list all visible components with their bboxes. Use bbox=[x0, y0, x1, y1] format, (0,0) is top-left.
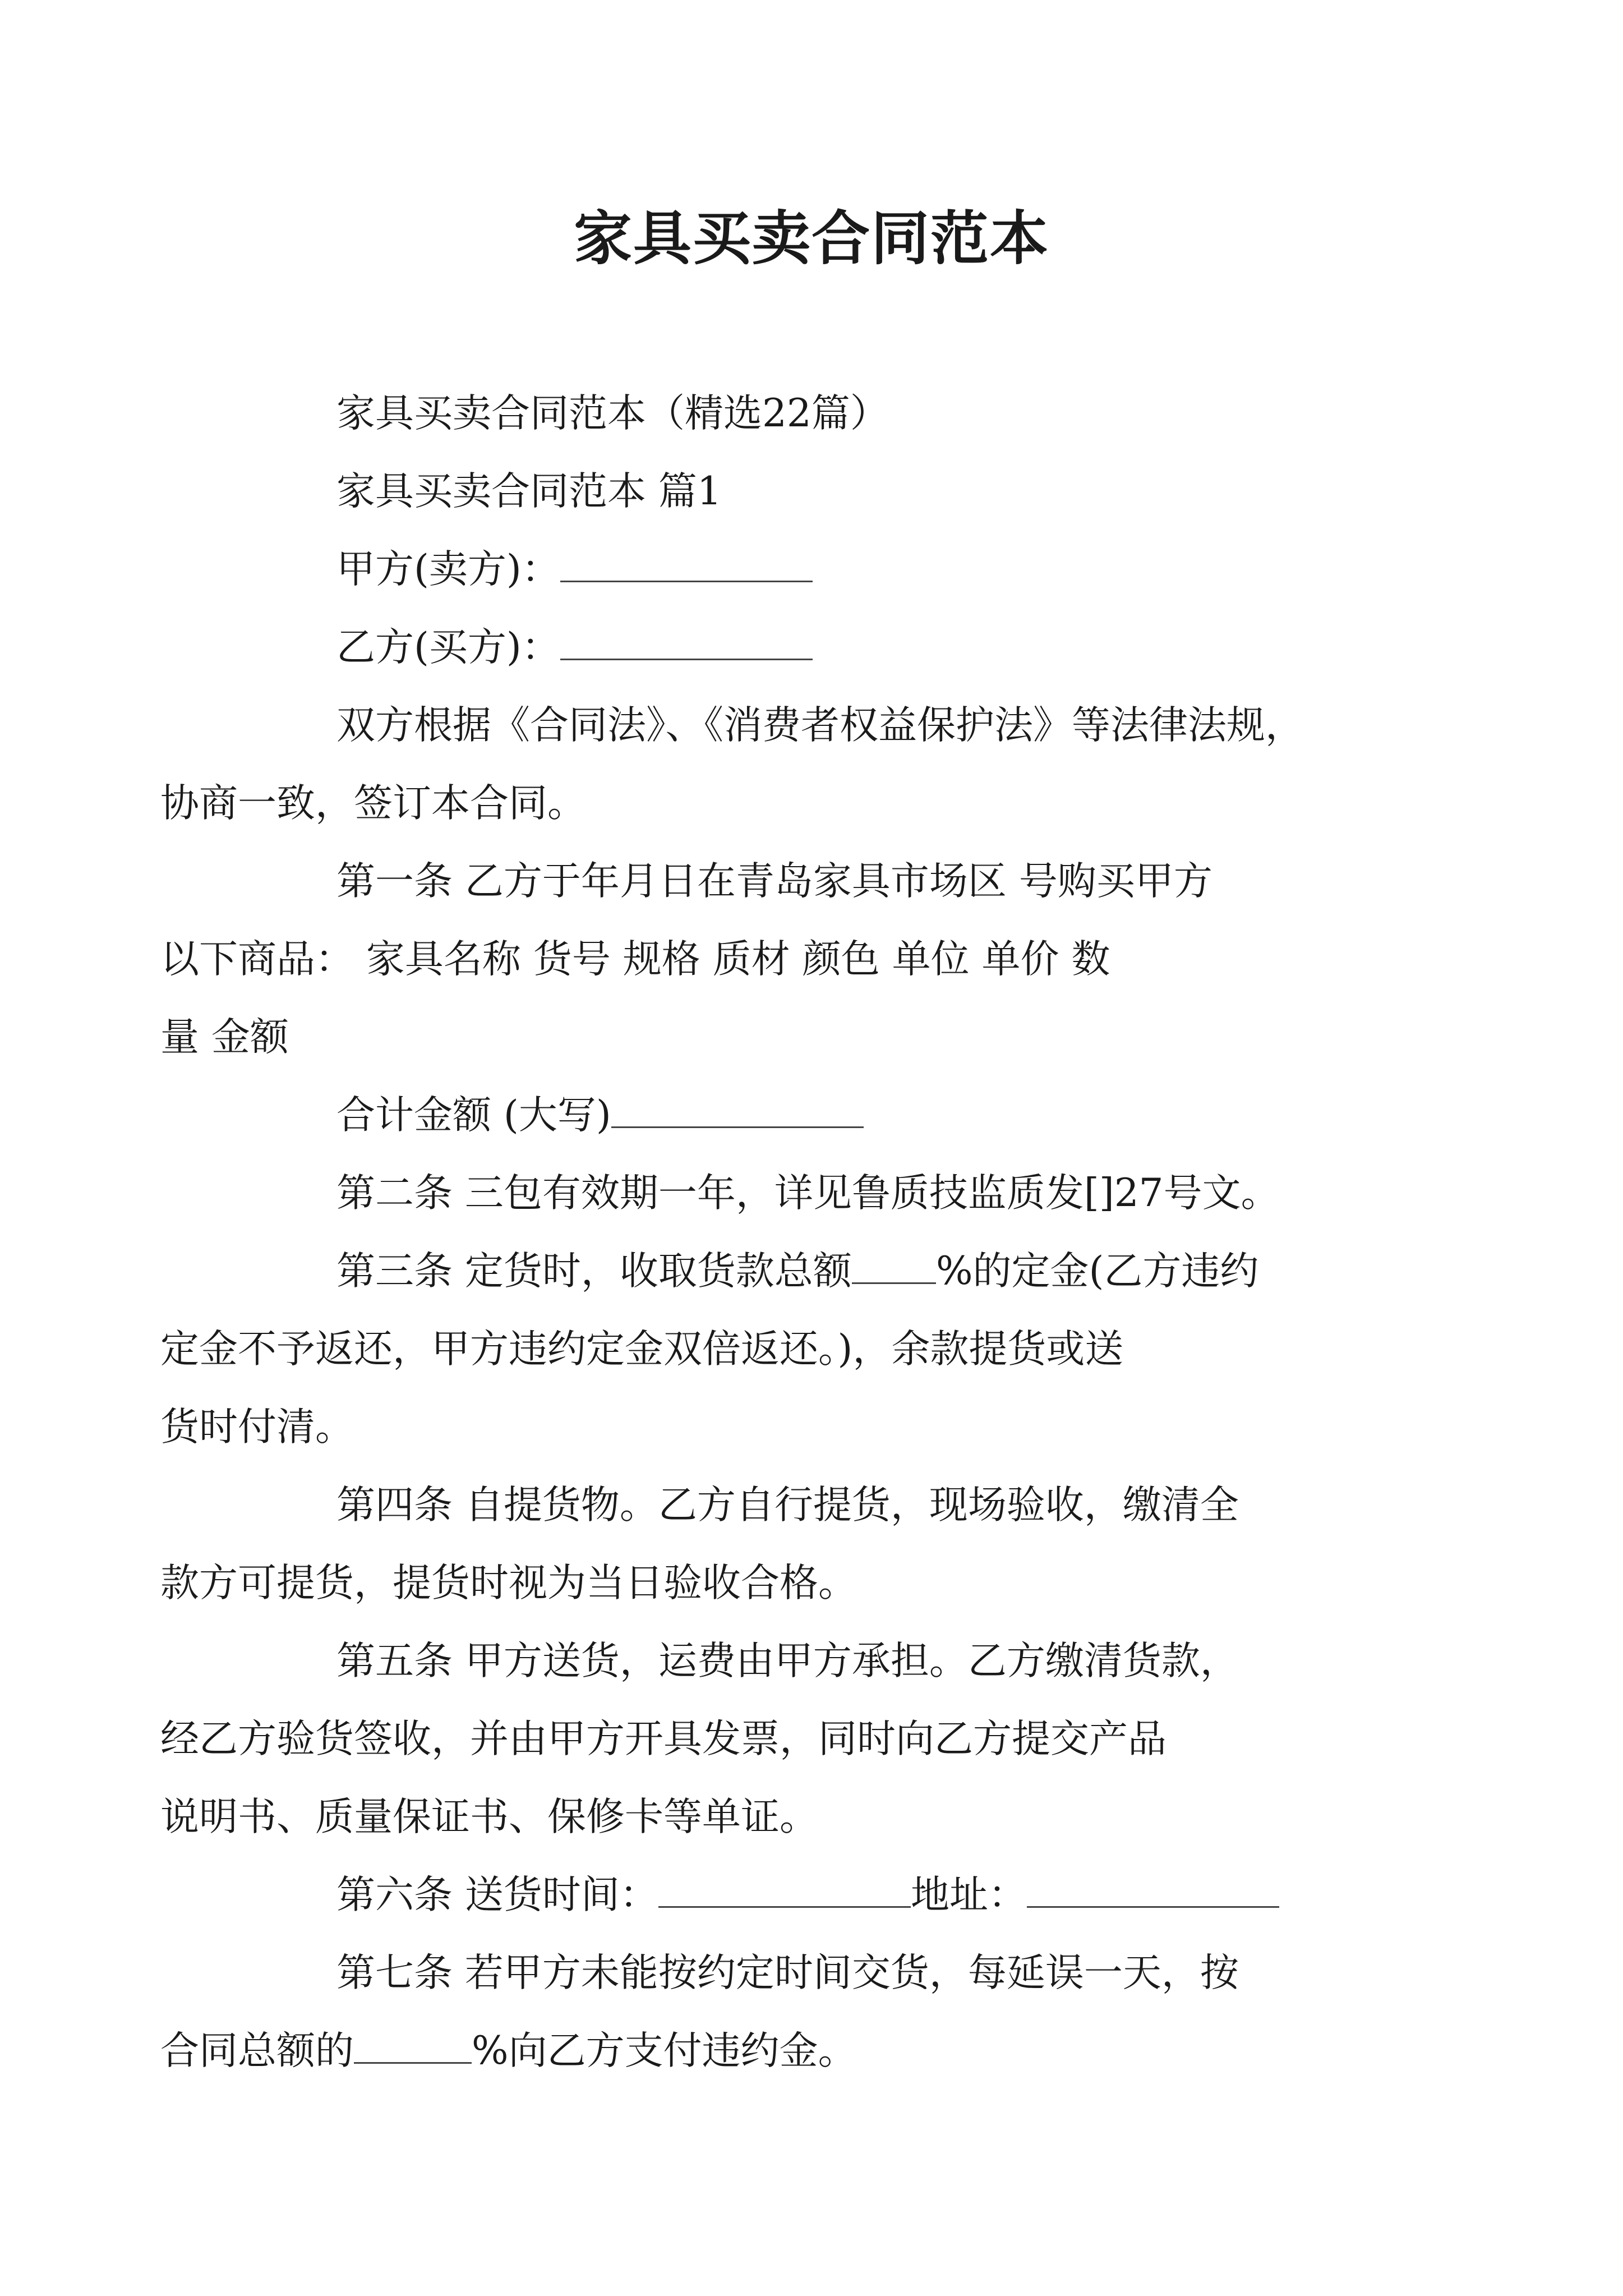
article-6-address-label: 地址： bbox=[910, 1872, 1027, 1917]
subtitle bbox=[248, 375, 1393, 453]
article-2-text: 第二条 三包有效期一年，详见鲁质技监质发[]27号文。 bbox=[336, 1171, 1280, 1216]
article-5 bbox=[160, 1622, 1393, 1856]
address-blank bbox=[1027, 1871, 1279, 1908]
total-amount-line bbox=[248, 1076, 1393, 1154]
article-6-time-label: 第六条 送货时间： bbox=[336, 1872, 658, 1917]
article-5-line-2: 经乙方验货签收，并由甲方开具发票，同时向乙方提交产品 bbox=[160, 1717, 1166, 1761]
article-3-line-2: 定金不予返还，甲方违约定金双倍返还。)，余款提货或送 bbox=[160, 1327, 1124, 1372]
article-6 bbox=[248, 1856, 1393, 1934]
article-3-line-1a: 第三条 定货时，收取货款总额 bbox=[336, 1249, 852, 1294]
article-7 bbox=[160, 1934, 1393, 2090]
article-4-line-2: 款方可提货，提货时视为当日验收合格。 bbox=[160, 1561, 857, 1605]
article-5-line-3: 说明书、质量保证书、保修卡等单证。 bbox=[160, 1795, 818, 1839]
party-b-line bbox=[248, 609, 1393, 687]
article-7-line-2a: 合同总额的 bbox=[160, 2028, 354, 2073]
article-3-line-1b: %的定金(乙方违约 bbox=[935, 1249, 1259, 1294]
total-label: 合计金额 (大写) bbox=[336, 1093, 611, 1138]
article-1-line-1: 第一条 乙方于年月日在青岛家具市场区 号购买甲方 bbox=[336, 859, 1212, 904]
article-7-line-1: 第七条 若甲方未能按约定时间交货，每延误一天，按 bbox=[336, 1950, 1239, 1995]
document-body bbox=[160, 375, 1393, 2090]
article-1 bbox=[160, 843, 1393, 1076]
party-b-blank bbox=[560, 624, 813, 660]
party-a-line bbox=[248, 531, 1393, 609]
article-2 bbox=[248, 1154, 1393, 1232]
article-4-line-1: 第四条 自提货物。乙方自行提货，现场验收，缴清全 bbox=[336, 1483, 1239, 1527]
total-blank bbox=[611, 1092, 864, 1128]
party-a-blank bbox=[560, 546, 813, 582]
party-b-label: 乙方(买方)： bbox=[336, 625, 560, 670]
article-3 bbox=[160, 1232, 1393, 1466]
article-1-line-3: 量 金额 bbox=[160, 1015, 289, 1060]
penalty-percent-blank bbox=[354, 2027, 472, 2064]
article-7-line-2b: %向乙方支付违约金。 bbox=[472, 2028, 857, 2073]
section-heading-text: 家具买卖合同范本 篇1 bbox=[336, 469, 722, 514]
document-title: 家具买卖合同范本 bbox=[573, 204, 1049, 273]
section-heading bbox=[248, 453, 1393, 531]
intro-line-1: 双方根据《合同法》、《消费者权益保护法》等法律法规， bbox=[336, 703, 1304, 748]
delivery-time-blank bbox=[658, 1871, 911, 1908]
article-5-line-1: 第五条 甲方送货，运费由甲方承担。乙方缴清货款， bbox=[336, 1639, 1239, 1683]
intro-paragraph bbox=[160, 687, 1393, 843]
party-a-label: 甲方(卖方)： bbox=[336, 547, 560, 592]
intro-line-2: 协商一致，签订本合同。 bbox=[160, 781, 586, 826]
article-4 bbox=[160, 1466, 1393, 1622]
article-3-line-3: 货时付清。 bbox=[160, 1405, 354, 1450]
subtitle-text: 家具买卖合同范本（精选22篇） bbox=[336, 391, 889, 436]
article-1-line-2: 以下商品： 家具名称 货号 规格 质材 颜色 单位 单价 数 bbox=[160, 937, 1110, 982]
deposit-percent-blank bbox=[852, 1248, 936, 1284]
